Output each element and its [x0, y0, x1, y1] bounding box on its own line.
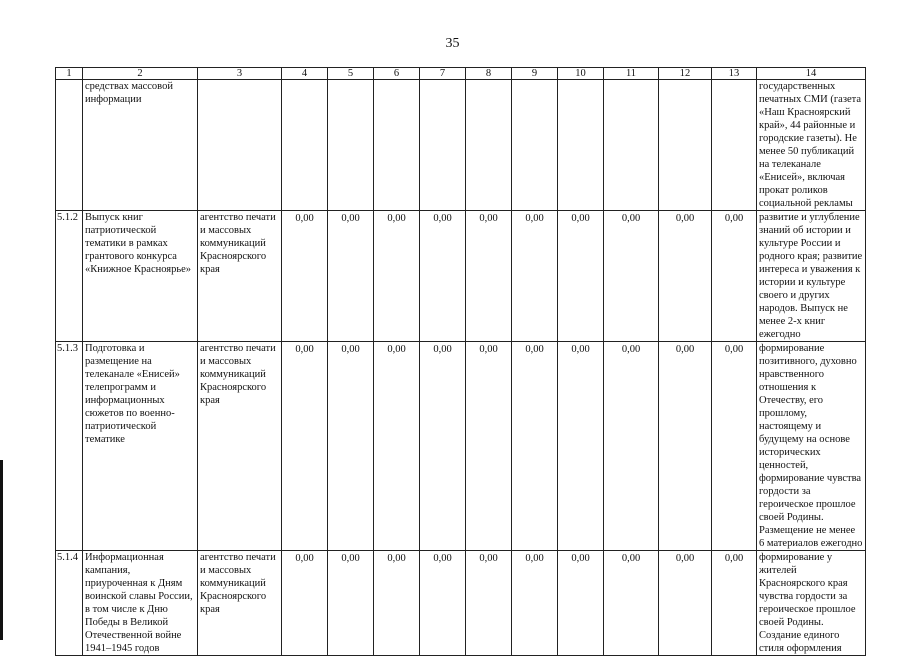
row-index	[56, 80, 83, 211]
row-index: 5.1.4	[56, 551, 83, 656]
value-cell	[558, 80, 604, 211]
page-number: 35	[445, 36, 460, 51]
value-cell: 0,00	[558, 211, 604, 342]
value-cell: 0,00	[604, 211, 659, 342]
value-cell	[328, 80, 374, 211]
value-cell: 0,00	[466, 211, 512, 342]
value-cell: 0,00	[604, 342, 659, 551]
column-header: 1	[56, 68, 83, 80]
value-cell	[374, 80, 420, 211]
row-index: 5.1.2	[56, 211, 83, 342]
program-table	[55, 67, 866, 656]
expected-result: государственных печатных СМИ (газета «Наш Красноярский край», 44 районные и городские газеты). Не менее 50 публикаций на телеканале «Енисей», включая прокат роликов социальной рекламы	[757, 80, 866, 211]
activity-name: Подготовка и размещение на телеканале «Енисей» телепрограмм и информационных сюжетов по военно-патриотической тематике	[83, 342, 198, 551]
value-cell: 0,00	[659, 211, 712, 342]
responsible-agency: агентство печати и массовых коммуникаций Красноярского края	[198, 551, 282, 656]
value-cell: 0,00	[659, 551, 712, 656]
scan-edge-mark	[0, 460, 3, 640]
column-header: 8	[466, 68, 512, 80]
value-cell: 0,00	[420, 211, 466, 342]
table-row	[56, 342, 866, 551]
value-cell: 0,00	[328, 342, 374, 551]
value-cell: 0,00	[512, 551, 558, 656]
column-header: 10	[558, 68, 604, 80]
value-cell	[604, 80, 659, 211]
value-cell: 0,00	[558, 342, 604, 551]
value-cell: 0,00	[420, 551, 466, 656]
value-cell: 0,00	[659, 342, 712, 551]
column-header: 2	[83, 68, 198, 80]
value-cell: 0,00	[558, 551, 604, 656]
value-cell: 0,00	[282, 551, 328, 656]
value-cell: 0,00	[712, 551, 757, 656]
value-cell: 0,00	[328, 551, 374, 656]
value-cell: 0,00	[604, 551, 659, 656]
value-cell: 0,00	[328, 211, 374, 342]
table-row	[56, 80, 866, 211]
column-header: 5	[328, 68, 374, 80]
responsible-agency: агентство печати и массовых коммуникаций Красноярского края	[198, 211, 282, 342]
value-cell: 0,00	[282, 211, 328, 342]
table-header-row	[56, 68, 866, 80]
value-cell: 0,00	[466, 551, 512, 656]
value-cell: 0,00	[712, 211, 757, 342]
value-cell	[659, 80, 712, 211]
column-header: 14	[757, 68, 866, 80]
value-cell: 0,00	[374, 211, 420, 342]
value-cell	[512, 80, 558, 211]
responsible-agency	[198, 80, 282, 211]
value-cell: 0,00	[712, 342, 757, 551]
column-header: 11	[604, 68, 659, 80]
activity-name: Выпуск книг патриотической тематики в рамках грантового конкурса «Книжное Красноярье»	[83, 211, 198, 342]
responsible-agency: агентство печати и массовых коммуникаций Красноярского края	[198, 342, 282, 551]
value-cell: 0,00	[374, 342, 420, 551]
activity-name: Информационная кампания, приуроченная к Дням воинской славы России, в том числе к Дню Победы в Великой Отечественной войне 1941–1945 годов	[83, 551, 198, 656]
column-header: 13	[712, 68, 757, 80]
column-header: 12	[659, 68, 712, 80]
row-index: 5.1.3	[56, 342, 83, 551]
column-header: 3	[198, 68, 282, 80]
expected-result: развитие и углубление знаний об истории и культуре России и родного края; развитие интереса и уважения к истории и культуре своего и других народов. Выпуск не менее 2-х книг ежегодно	[757, 211, 866, 342]
column-header: 4	[282, 68, 328, 80]
value-cell: 0,00	[374, 551, 420, 656]
value-cell: 0,00	[512, 342, 558, 551]
value-cell: 0,00	[466, 342, 512, 551]
activity-name: средствах массовой информации	[83, 80, 198, 211]
value-cell	[282, 80, 328, 211]
value-cell: 0,00	[420, 342, 466, 551]
column-header: 7	[420, 68, 466, 80]
expected-result: формирование у жителей Красноярского края чувства гордости за героическое прошлое своей Родины. Создание единого стиля оформления	[757, 551, 866, 656]
value-cell	[466, 80, 512, 211]
value-cell	[420, 80, 466, 211]
value-cell	[712, 80, 757, 211]
column-header: 6	[374, 68, 420, 80]
expected-result: формирование позитивного, духовно нравственного отношения к Отечеству, его прошлому, настоящему и будущему на основе исторических ценностей, формирование чувства гордости за героическое прошлое своей Родины. Размещение не менее 6 материалов ежегодно	[757, 342, 866, 551]
column-header: 9	[512, 68, 558, 80]
table-row	[56, 211, 866, 342]
value-cell: 0,00	[282, 342, 328, 551]
value-cell: 0,00	[512, 211, 558, 342]
